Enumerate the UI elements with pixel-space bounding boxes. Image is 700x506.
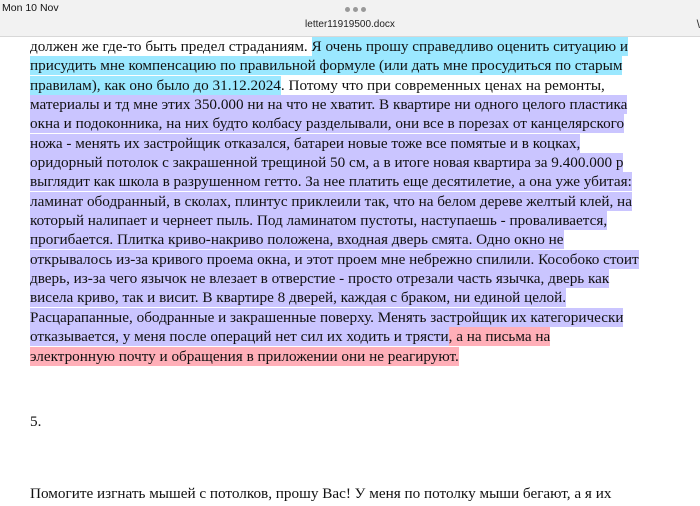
paragraph-line [30,134,690,153]
highlight-pink-run: электронную почту и обращения в приложении они не реагируют. [30,347,459,365]
highlight-violet-run: оридорный потолок с закрашенной трещиной 50 см, а в итоге новая квартира за 9.400.000 р [30,154,624,172]
highlight-violet-run: ножа - менять их застройщик отказался, батареи новые тоже все помятые и в коцках, [30,134,581,152]
highlight-violet-run: выглядит как школа в разрушенном гетто. За нее платить еще десятилетие, а она уже убитая: [30,173,632,191]
paragraph-line [30,95,690,114]
highlight-violet-run: дверь, из-за чего язычок не влезает в отверстие - просто отрезали часть язычка, дверь как [30,270,610,288]
highlight-violet-run: ламинат ободранный, в сколах, плинтус приклеили так, что на белом дереве желтый клей, на [30,192,632,210]
paragraph-line [30,288,690,307]
highlight-cyan-run: правилам), как оно было до 31.12.2024 [30,76,281,94]
highlight-violet-run: висела криво, так и висит. В квартире 8 дверей, каждая с браком, ни единой целой. [30,289,567,307]
paragraph-line [30,347,690,366]
highlight-pink-run: , а на письма на [448,328,551,346]
highlight-violet-run: прогибается. Плитка криво-накриво положена, входная дверь смята. Одно окно не [30,231,564,249]
highlight-violet-run: открывалось из-за кривого проема окна, и этот проем мне небрежно спилили. Кособоко стоит [30,250,639,268]
paragraph-line [30,269,690,288]
edge-glyph: \ [696,17,700,31]
document-titlebar [0,16,700,37]
text-run: должен же где-то быть предел страданиям. [30,38,312,55]
highlight-violet-run: материалы и тд мне этих 350.000 ни на что не хватит. В квартире ни одного целого пластика [30,96,628,114]
text-run: . Потому что при современных ценах на ремонты, [280,76,605,94]
highlighted-paragraph [30,37,690,366]
paragraph-line [30,37,690,56]
highlight-violet-run: отказывается, у меня после операций нет сил их ходить и трясти [30,328,449,346]
paragraph-line [30,230,690,249]
highlight-violet-run: окна и подоконника, на них будто колбасу разделывали, они все в порезах от канцелярского [30,115,625,133]
status-time: Mon 10 Nov [2,2,59,14]
highlight-cyan-run: присудить мне компенсацию по правильной формуле (или дать мне просудиться по старым [30,57,623,75]
paragraph-line [30,76,690,95]
document-title: letter11919500.docx [305,19,395,30]
highlight-violet-run: Расцарапанные, ободранные и закрашенные поверху. Менять застройщик их категорически [30,308,624,326]
paragraph-line [30,114,690,133]
paragraph-line [30,327,690,346]
paragraph-line [30,250,690,269]
paragraph-line [30,192,690,211]
status-bar [0,0,700,16]
paragraph-line [30,153,690,172]
paragraph-line [30,211,690,230]
tail-paragraph-line: Помогите изгнать мышей с потолков, прошу Вас! У меня по потолку мыши бегают, а я их [30,485,612,502]
paragraph-line [30,308,690,327]
paragraph-line [30,56,690,75]
multitasking-dots-icon[interactable] [340,7,370,13]
highlight-violet-run: который налипает и чернеет пыль. Под ламинатом пустоты, наступаешь - проваливается, [30,212,608,230]
paragraph-line [30,172,690,191]
section-number: 5. [30,413,42,430]
highlight-cyan-run: Я очень прошу справедливо оценить ситуацию и [311,38,629,55]
document-body[interactable] [0,37,700,506]
